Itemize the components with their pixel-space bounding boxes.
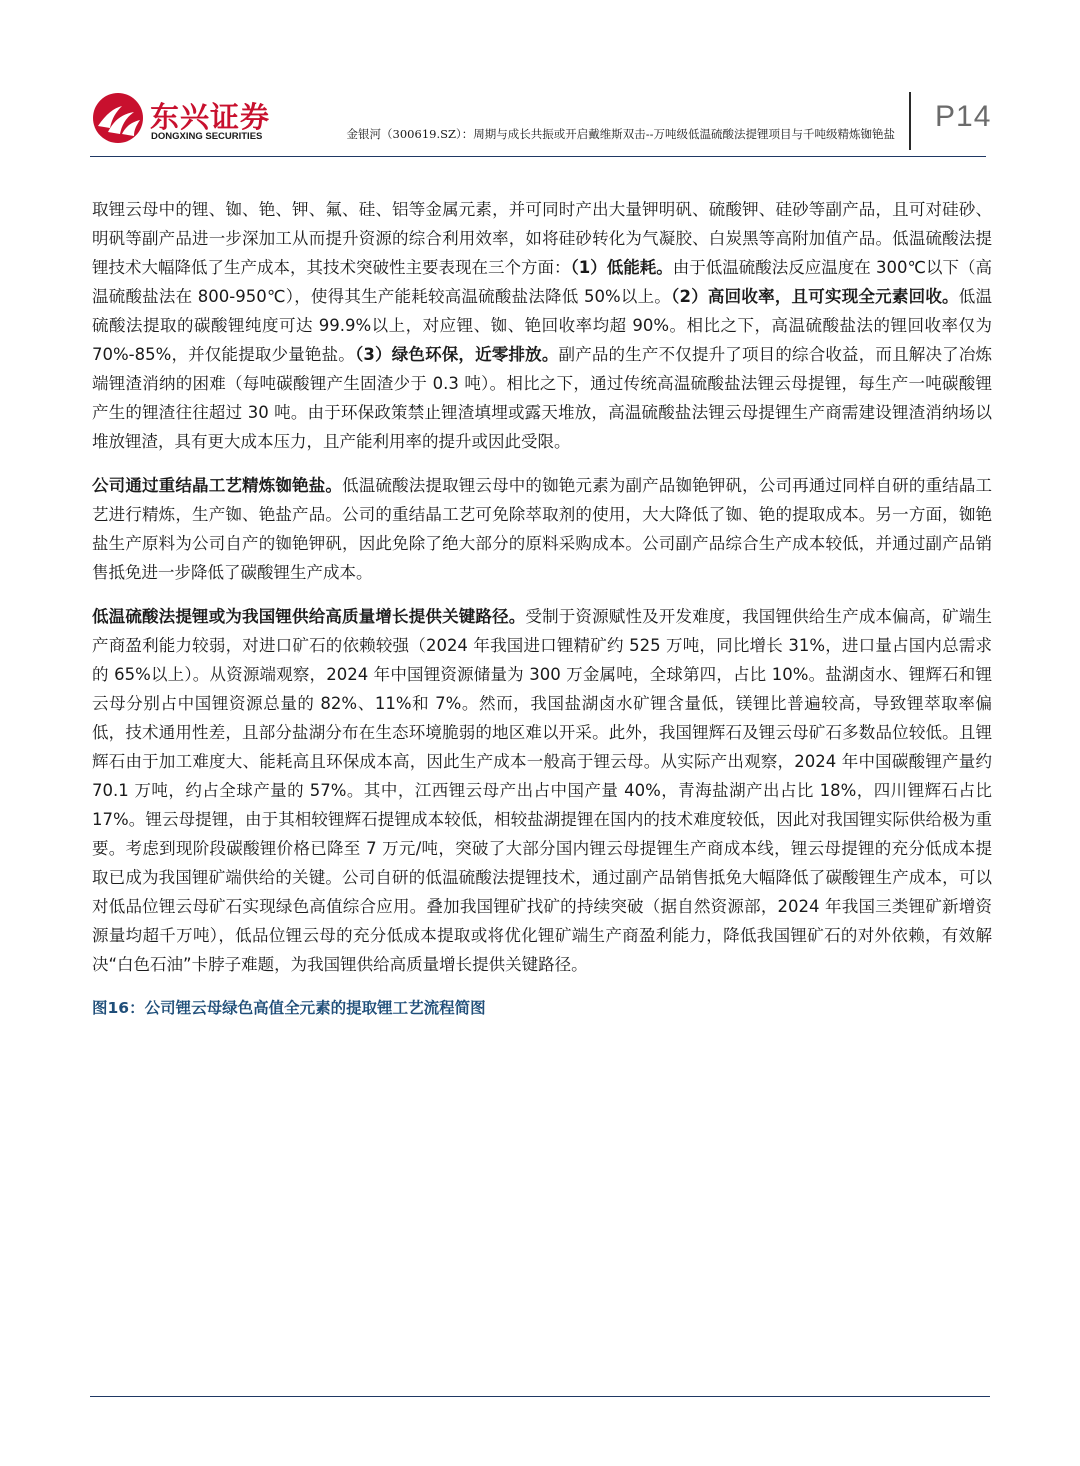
p2-seg-1: 低温硫酸法提取锂云母中的铷铯元素为副产品铷铯钾矾，公司再通过同样自研的重结晶工艺进行精炼，生产铷、铯盐产品。公司的重结晶工艺可免除萃取剂的使用，大大降低了铷、铯的提取成本。另一方面，铷铯盐生产原料为公司自产的铷铯钾矾，因此免除了绝大部分的原料采购成本。公司副产品综合生产成本较低，并通过副产品销售抵免进一步降低了碳酸锂生产成本。	[92, 476, 993, 582]
p1-seg-1: （1）低能耗。	[570, 258, 673, 277]
header-rule	[90, 156, 986, 157]
body-content	[92, 195, 992, 1023]
figure-caption: 图16：公司锂云母绿色高值全元素的提取锂工艺流程简图	[92, 999, 486, 1017]
paragraph-1	[92, 195, 992, 456]
footer-rule	[90, 1396, 990, 1397]
paragraph-2	[92, 471, 992, 587]
paragraph-3	[92, 602, 992, 979]
p1-seg-4: 低温硫酸法提取的碳酸锂纯度可达 99.9%以上，对应锂、铷、铯回收率均超 90%。相比之下，高温硫酸盐法的锂回收率仅为 70%-85%，并仅能提取少量铯盐。	[92, 287, 993, 364]
p1-seg-0: 取锂云母中的锂、铷、铯、钾、氟、硅、铝等金属元素，并可同时产出大量钾明矾、硫酸钾、硅砂等副产品，且可对硅砂、明矾等副产品进一步深加工从而提升资源的综合利用效率，如将硅砂转化为气凝胶、白炭黑等高附加值产品。低温硫酸法提锂技术大幅降低了生产成本，其技术突破性主要表现在三个方面：	[92, 200, 992, 277]
p1-seg-2: 由于低温硫酸法反应温度在 300℃以下（高温硫酸盐法在 800-950℃），使得其生产能耗较高温硫酸盐法降低 50%以上。	[92, 258, 993, 306]
p3-seg-0: 低温硫酸法提锂或为我国锂供给高质量增长提供关键路径。	[92, 607, 526, 626]
brand-name-cn: 东兴证券	[150, 100, 271, 134]
p1-seg-3: （2）高回收率，且可实现全元素回收。	[671, 287, 959, 306]
page-header	[0, 0, 1080, 160]
page-number: P14	[935, 100, 992, 133]
p1-seg-5: （3）绿色环保，近零排放。	[354, 345, 559, 364]
p1-seg-6: 副产品的生产不仅提升了项目的综合收益，而且解决了冶炼端锂渣消纳的困难（每吨碳酸锂产生固渣少于 0.3 吨）。相比之下，通过传统高温硫酸盐法锂云母提锂，每生产一吨碳酸锂产生的锂渣往往超过 30 吨。由于环保政策禁止锂渣填埋或露天堆放，高温硫酸盐法锂云母提锂生产商需建设锂渣消纳场以堆放锂渣，具有更大成本压力，且产能利用率的提升或因此受限。	[92, 345, 992, 451]
document-title: 金银河（300619.SZ）：周期与成长共振或开启戴维斯双击--万吨级低温硫酸法提锂项目与千吨级精炼铷铯盐	[346, 127, 895, 141]
p3-seg-1: 受制于资源赋性及开发难度，我国锂供给生产成本偏高，矿端生产商盈利能力较弱，对进口矿石的依赖较强（2024 年我国进口锂精矿约 525 万吨，同比增长 31%，进口量占国内总需求的 65%以上）。从资源端观察，2024 年中国锂资源储量为 300 万金属吨，全球第四，占比 10%。盐湖卤水、锂辉石和锂云母分别占中国锂资源总量的 82%、11%和 7%。然而，我国盐湖卤水矿锂含量低，镁锂比普遍较高，导致锂萃取率偏低，技术通用性差，且部分盐湖分布在生态环境脆弱的地区难以开采。此外，我国锂辉石及锂云母矿石多数品位较低。且锂辉石由于加工难度大、能耗高且环保成本高，因此生产成本一般高于锂云母。从实际产出观察，2024 年中国碳酸锂产量约 70.1 万吨，约占全球产量的 57%。其中，江西锂云母产出占中国产量 40%，青海盐湖产出占比 18%，四川锂辉石占比 17%。锂云母提锂，由于其相较锂辉石提锂成本较低，相较盐湖提锂在国内的技术难度较低，因此对我国锂实际供给极为重要。考虑到现阶段碳酸锂价格已降至 7 万元/吨，突破了大部分国内锂云母提锂生产商成本线，锂云母提锂的充分低成本提取已成为我国锂矿端供给的关键。公司自研的低温硫酸法提锂技术，通过副产品销售抵免大幅降低了碳酸锂生产成本，可以对低品位锂云母矿石实现绿色高值综合应用。叠加我国锂矿找矿的持续突破（据自然资源部，2024 年我国三类锂矿新增资源量均超千万吨），低品位锂云母的充分低成本提取或将优化锂矿端生产商盈利能力，降低我国锂矿石的对外依赖，有效解决“白色石油”卡脖子难题，为我国锂供给高质量增长提供关键路径。	[92, 607, 993, 974]
header-divider	[909, 92, 911, 150]
brand-name-en: DONGXING SECURITIES	[151, 131, 263, 142]
dongxing-logo-icon	[92, 92, 144, 144]
p2-seg-0: 公司通过重结晶工艺精炼铷铯盐。	[92, 476, 343, 495]
